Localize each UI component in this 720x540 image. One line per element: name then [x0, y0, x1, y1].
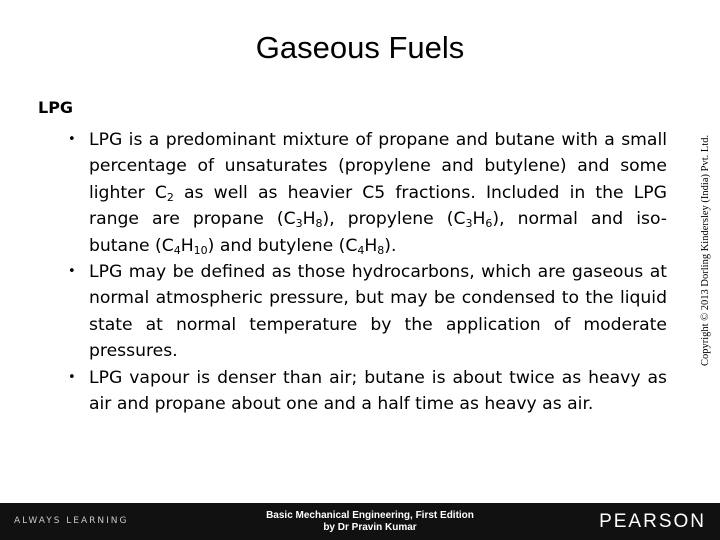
publisher-logo: PEARSON	[599, 511, 706, 532]
bullet-list	[64, 127, 667, 417]
copyright-notice: Copyright © 2013 Dorling Kindersley (India) Pvt. Ltd.	[700, 134, 711, 366]
footer-book-info	[220, 510, 520, 534]
footer-bar	[0, 503, 720, 540]
bullet-dot-icon: •	[68, 264, 76, 280]
bullet-dot-icon: •	[68, 132, 76, 147]
bullet-item	[64, 127, 667, 259]
bullet-text: LPG is a predominant mixture of propane and butane with a small percentage of unsaturates (propylene and butylene) and some lighter $C_2$ as well as heavier C5 fractions. Included in the LPG range are propane $(C_3H_8)$, propylene $(C_3H_6)$, normal and iso-butane $(C_4H_{10})$ and butylene $(C_4H_8)$.	[89, 130, 667, 257]
bullet-item	[64, 365, 667, 418]
section-label: LPG	[38, 98, 74, 117]
slide-title: Gaseous Fuels	[255, 30, 465, 65]
bullet-dot-icon: •	[68, 369, 76, 385]
bullet-item	[64, 259, 667, 365]
book-author: by Dr Pravin Kumar	[323, 522, 417, 533]
book-title: Basic Mechanical Engineering, First Edition	[266, 510, 474, 521]
bullet-text: LPG vapour is denser than air; butane is about twice as heavy as air and propane about one and a half time as heavy as air.	[89, 367, 667, 415]
footer-tagline: ALWAYS LEARNING	[14, 516, 129, 526]
bullet-text: LPG may be defined as those hydrocarbons, which are gaseous at normal atmospheric pressure, but may be condensed to the liquid state at normal temperature by the application of moderate pressures.	[89, 262, 667, 362]
